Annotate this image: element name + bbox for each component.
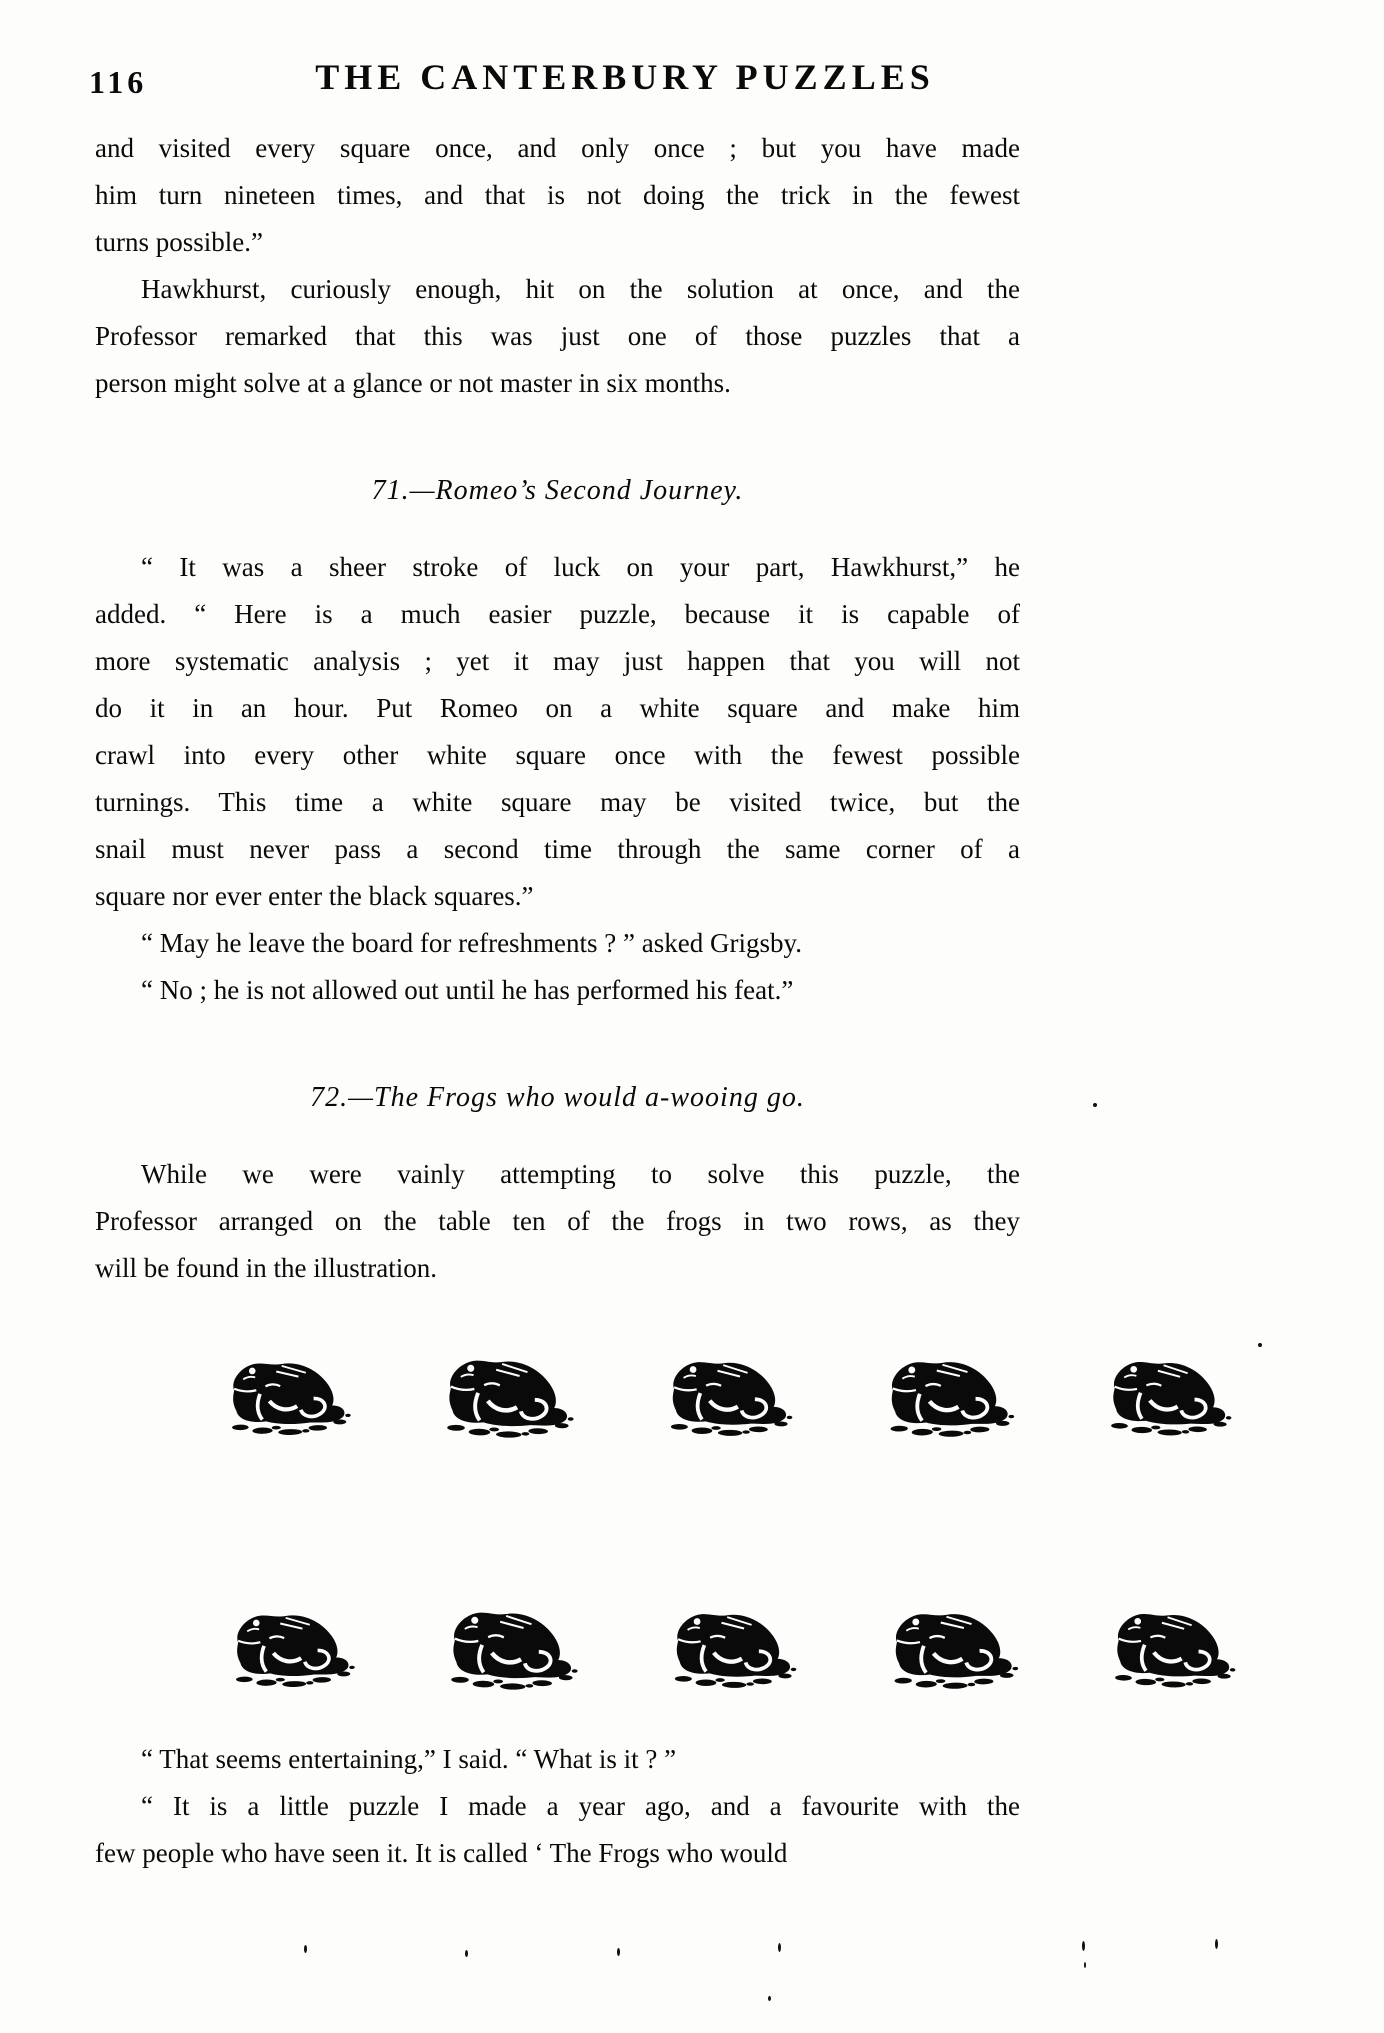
paragraph [95, 920, 1020, 967]
scan-speck [1093, 1103, 1097, 1107]
text-line: will be found in the illustration. [95, 1253, 437, 1283]
text-line: Hawkhurst, curiously enough, hit on the solution at once, and the [141, 274, 1020, 304]
text-line: him turn nineteen times, and that is not doing the trick in the fewest [95, 180, 1020, 210]
paragraph [95, 266, 1020, 407]
text-line: While we were vainly attempting to solve this puzzle, the [141, 1159, 1020, 1189]
frog-icon [439, 1341, 580, 1441]
text-line: person might solve at a glance or not master in six months. [95, 368, 731, 398]
paragraph [95, 544, 1020, 920]
puzzle-heading: 72.—The Frogs who would a-wooing go. [310, 1082, 805, 1113]
ten-frogs-in-two-rows [95, 1344, 1020, 1696]
text-line: “ It is a little puzzle I made a year ago, and a favourite with the [141, 1791, 1020, 1821]
text-line: “ No ; he is not allowed out until he has performed his feat.” [141, 975, 794, 1005]
page-header [89, 56, 1155, 106]
text-line: few people who have seen it. It is called ‘ The Frogs who would [95, 1838, 788, 1868]
scan-speck [465, 1950, 468, 1957]
frog-icon [1103, 1344, 1237, 1440]
text-line: “ May he leave the board for refreshments ? ” asked Grigsby. [141, 928, 802, 958]
page-title: THE CANTERBURY PUZZLES [315, 57, 935, 97]
frog-illustration-row-1 [222, 1344, 1238, 1444]
scan-speck [1084, 1962, 1086, 1968]
frog-icon [227, 1596, 360, 1690]
scan-speck [778, 1943, 781, 1952]
text-line: turnings. This time a white square may be visited twice, but the [95, 787, 1020, 817]
paragraph [95, 125, 1020, 266]
paragraph [95, 1736, 1020, 1783]
text-line: crawl into every other white square once with the fewest possible [95, 740, 1020, 770]
text-line: more systematic analysis ; yet it may just happen that you will not [95, 646, 1020, 676]
scan-speck [1215, 1939, 1218, 1949]
frog-illustration-row-2 [226, 1596, 1242, 1696]
text-line: turns possible.” [95, 227, 263, 257]
text-line: square nor ever enter the black squares.” [95, 881, 534, 911]
scan-speck [768, 1996, 771, 2001]
text-line: do it in an hour. Put Romeo on a white square and make him [95, 693, 1020, 723]
text-line: “ That seems entertaining,” I said. “ What is it ? ” [141, 1744, 677, 1774]
text-line: Professor remarked that this was just one of those puzzles that a [95, 321, 1020, 351]
puzzle-heading: 71.—Romeo’s Second Journey. [371, 475, 744, 506]
page-number: 116 [89, 64, 148, 100]
scan-speck [1258, 1343, 1262, 1347]
text-line: and visited every square once, and only once ; but you have made [95, 133, 1020, 163]
frog-icon [223, 1344, 356, 1438]
page-body [95, 125, 1020, 1877]
paragraph [95, 1151, 1020, 1292]
scan-speck [304, 1945, 307, 1953]
paragraph [95, 967, 1020, 1014]
frog-icon [885, 1595, 1023, 1693]
frog-icon [667, 1596, 801, 1691]
frog-icon [443, 1593, 584, 1693]
text-line: added. “ Here is a much easier puzzle, because it is capable of [95, 599, 1020, 629]
scan-speck [617, 1948, 620, 1956]
text-line: “ It was a sheer stroke of luck on your part, Hawkhurst,” he [141, 552, 1020, 582]
frog-icon [663, 1344, 797, 1439]
paragraph [95, 1783, 1020, 1877]
frog-icon [1107, 1596, 1241, 1692]
scan-speck [1082, 1941, 1085, 1951]
text-line: snail must never pass a second time through the same corner of a [95, 834, 1020, 864]
text-line: Professor arranged on the table ten of the frogs in two rows, as they [95, 1206, 1020, 1236]
frog-icon [881, 1343, 1019, 1441]
